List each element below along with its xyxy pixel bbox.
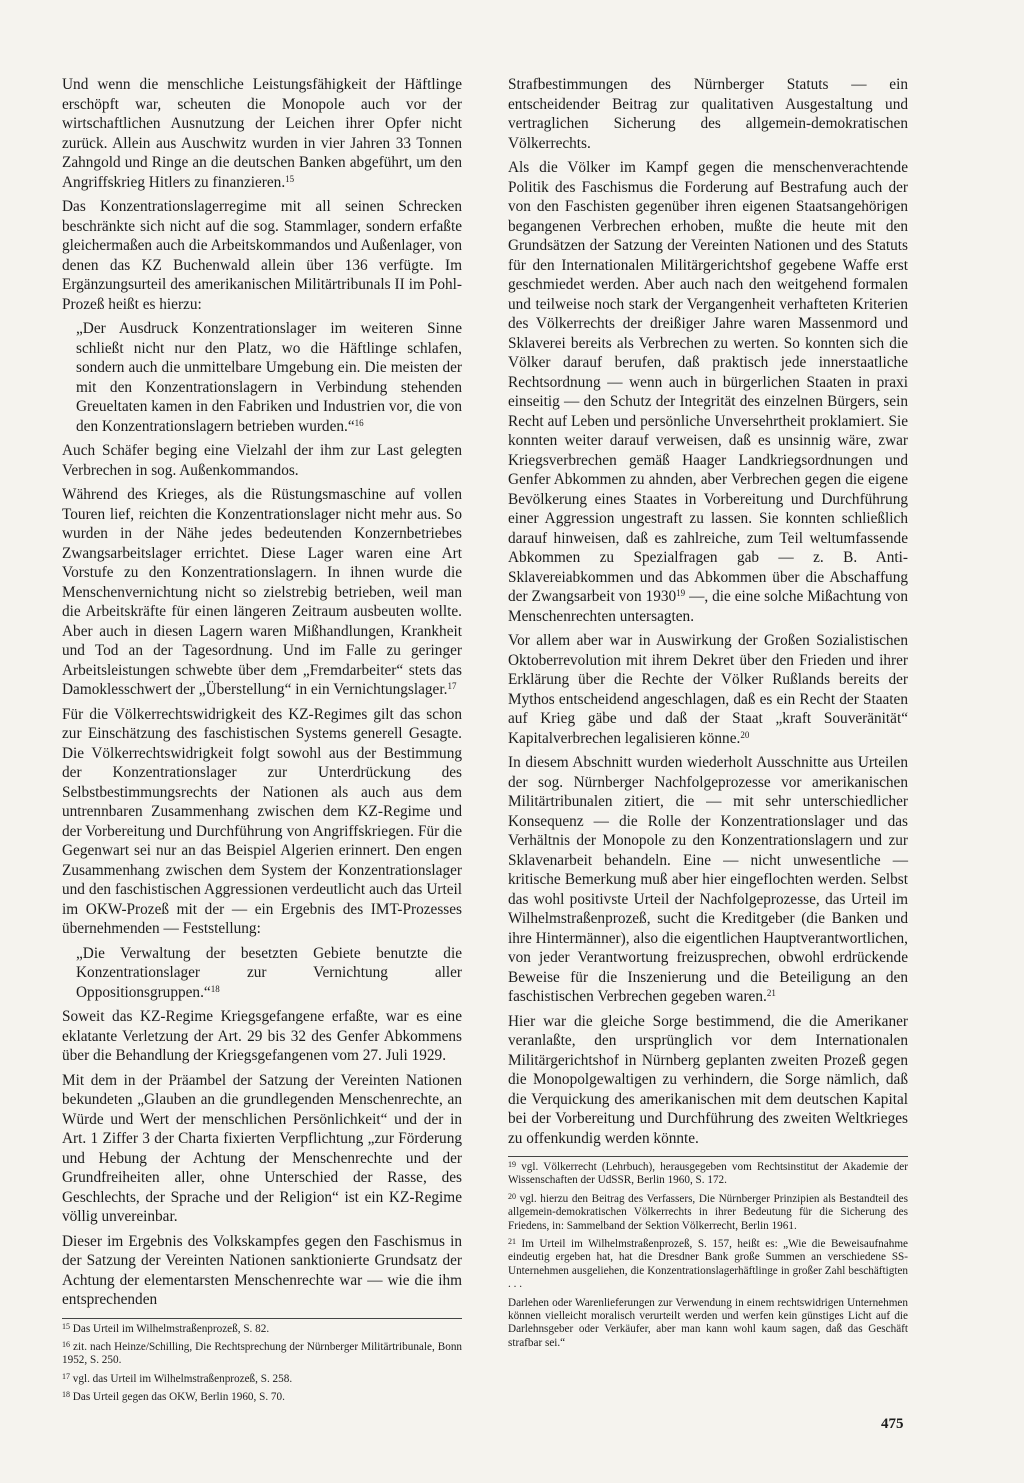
footnote: $^{15}$ Das Urteil im Wilhelmstraßenprozeß, S. 82. <box>62 1321 270 1335</box>
footnote: $^{19}$ vgl. Völkerrecht (Lehrbuch), herausgegeben vom Rechtsinstitut der Akademie der Wissenschaften der UdSSR, Berlin 1960, S. 172. <box>508 1160 909 1187</box>
paragraph: Mit dem in der Präambel der Satzung der Vereinten Nationen bekundeten „Glauben an die grundlegenden Menschenrechte, an Würde und Wert der menschlichen Persönlichkeit“ und der in Art. 1 Ziffer 3 der Charta fixierten Verpflichtung „zur Förderung und Hebung der Achtung der Menschenrechte und der Grundfreiheiten aller, ohne Unterschied der Rasse, des Geschlechts, der Sprache und der Religion“ ist ein KZ-Regime völlig unvereinbar. <box>62 1071 462 1225</box>
footnote-divider <box>508 1156 908 1157</box>
footnote: $^{17}$ vgl. das Urteil im Wilhelmstraßenprozeß, S. 258. <box>62 1371 293 1385</box>
block-quote: „Der Ausdruck Konzentrationslager im weiteren Sinne schließt nicht nur den Platz, wo die Häftlinge schlafen, sondern auch die unmittelbare Umgebung ein. Die meisten der mit den Konzentrationslagern in Verbindung stehenden Greueltaten kamen in den Fabriken und Industrien vor, die von den Konzentrationslagern betrieben wurden.“$^{16}$ <box>76 320 462 435</box>
right-column <box>508 75 908 1355</box>
paragraph: Strafbestimmungen des Nürnberger Statuts — ein entscheidender Beitrag zur qualitativen Ausgestaltung und vertraglichen Sicherung des allgemein-demokratischen Völkerrechts. <box>508 76 908 152</box>
paragraph: Während des Krieges, als die Rüstungsmaschine auf vollen Touren lief, reichten die Konzentrationslager nicht mehr aus. So wurden in der Nähe jedes bedeutenden Konzernbetriebes Zwangsarbeitslager errichtet. Diese Lager waren eine Art Vorstufe zu den Konzentrationslagern. In ihnen wurde die Menschenvernichtung nicht so zielstrebig betrieben, weil man die Arbeitskräfte für einen längeren Zeitraum ausbeuten wollte. Aber auch in diesen Lagern waren Mißhandlungen, Krankheit und Tod an der Tagesordnung. Und im Falle zu geringer Arbeitsleistungen schwebte über dem „Fremdarbeiter“ stets das Damoklesschwert der „Überstellung“ in ein Vernichtungslager.$^{17}$ <box>62 486 462 698</box>
paragraph: Hier war die gleiche Sorge bestimmend, die die Amerikaner veranlaßte, den ursprünglich vor dem Internationalen Militärgerichtshof in Nürnberg geplanten zweiten Prozeß gegen die Monopolgewaltigen zu verhindern, die Sorge nämlich, daß die Verquickung des amerikanischen mit dem deutschen Kapital bei der Vorbereitung und Durchführung des zweiten Weltkrieges zu offenkundig werden könnte. <box>508 1012 908 1147</box>
footnote: $^{16}$ zit. nach Heinze/Schilling, Die Rechtsprechung der Nürnberger Militärtribunale, Bonn 1952, S. 250. <box>62 1339 463 1367</box>
paragraph: Soweit das KZ-Regime Kriegsgefangene erfaßte, war es eine eklatante Verletzung der Art. 29 bis 32 des Genfer Abkommens über die Behandlung der Kriegsgefangenen vom 27. Juli 1929. <box>62 1008 462 1064</box>
paragraph: Für die Völkerrechtswidrigkeit des KZ-Regimes gilt das schon zur Einschätzung des faschistischen Systems generell Gesagte. Die Völkerrechtswidrigkeit folgt sowohl aus der Bestimmung der Konzentrationslager zur Unterdrückung des Selbstbestimmungsrechts der Nationen als auch aus dem untrennbaren Zusammenhang zwischen dem KZ-Regime und der Vorbereitung und Durchführung von Angriffskriegen. Für die Gegenwart sei nur an das Beispiel Algerien erinnert. Den engen Zusammenhang zwischen dem System der Konzentrationslager und den faschistischen Aggressionen verdeutlicht auch das Urteil im OKW-Prozeß mit der — ein Ergebnis des IMT-Prozesses übernehmenden — Feststellung: <box>62 705 462 937</box>
paragraph: Und wenn die menschliche Leistungsfähigkeit der Häftlinge erschöpft war, scheuten die Monopole auch vor der wirtschaftlichen Ausnutzung der Leichen ihrer Opfer nicht zurück. Allein aus Auschwitz wurden in vier Jahren 33 Tonnen Zahngold und Ringe an die deutschen Banken abgeführt, um den Angriffskrieg Hitlers zu finanzieren.$^{15}$ <box>62 76 462 191</box>
paragraph: Das Konzentrationslagerregime mit all seinen Schrecken beschränkte sich nicht auf die sog. Stammlager, sondern erfaßte gleichermaßen auch die Arbeitskommandos und Außenlager, von denen das KZ Buchenwald allein über 136 verfügte. Im Ergänzungsurteil des amerikanischen Militärtribunals II im Pohl-Prozeß heißt es hierzu: <box>62 198 462 313</box>
block-quote: „Die Verwaltung der besetzten Gebiete benutzte die Konzentrationslager zur Vernichtung aller Oppositionsgruppen.“$^{18}$ <box>76 944 462 1001</box>
paragraph: Als die Völker im Kampf gegen die menschenverachtende Politik des Faschismus die Forderung auf Bestrafung auch der von den Faschisten gegenüber ihren eigenen Staatsangehörigen begangenen Verbrechen erhoben, mußte die heute mit den Grundsätzen der Satzung der Vereinten Nationen und des Statuts für den Internationalen Militärgerichtshof gegebene Waffe erst geschmiedet werden. Aber auch nach den weitgehend formalen und teilweise noch stark der Vergangenheit verhafteten Kriterien des Völkerrechts der dreißiger Jahre waren Massenmord und Sklaverei bereits als Verbrechen zu werten. So konnten sich die Völker darauf berufen, daß praktisch jede innerstaatliche Rechtsordnung — wenn auch in bürgerlichen Staaten in praxi einseitig — den Schutz der Integrität des einzelnen Bürgers, sein Recht auf Leben und persönliche Unversehrtheit proklamiert. Sie konnten weiter darauf verweisen, daß es unsinnig wäre, zwar Kriegsverbrechen gemäß Haager Landkriegsordnungen und Genfer Abkommen zu ahnden, aber Verbrechen gegen die eigene Bevölkerung eines Staates in Vorbereitung und Durchführung einer Aggression ungestraft zu lassen. Sie konnten schließlich darauf hinweisen, daß es zahlreiche, zum Teil weltumfassende Abkommen zu Spezialfragen gab — z. B. Anti-Sklavereiabkommen und das Abkommen über die Abschaffung der Zwangsarbeit von 1930$^{19}$ —, die eine solche Mißachtung von Menschenrechten untersagten. <box>508 159 908 625</box>
footnote: $^{18}$ Das Urteil gegen das OKW, Berlin 1960, S. 70. <box>62 1390 285 1404</box>
footnote: $^{21}$ Im Urteil im Wilhelmstraßenprozeß, S. 157, heißt es: „Wie die Beweisaufnahme eindeutig ergeben hat, hat die Dresdner Bank große Summen an verschiedene SS-Unternehmen ausgeliehen, die Konzentrationslagerhäftlinge in großer Zahl beschäftigten . . . <box>508 1237 909 1291</box>
paragraph: Dieser im Ergebnis des Volkskampfes gegen den Faschismus in der Satzung der Vereinten Nationen sanktionierte Grundsatz der Achtung der elementarsten Menschenrechte war — wie die ihm entsprechenden <box>62 1232 462 1308</box>
paragraph: Auch Schäfer beging eine Vielzahl der ihm zur Last gelegten Verbrechen in sog. Außenkommandos. <box>62 442 462 479</box>
paragraph: In diesem Abschnitt wurden wiederholt Ausschnitte aus Urteilen der sog. Nürnberger Nachfolgeprozesse vor amerikanischen Militärtribunalen zitiert, die — mit sehr unterschiedlicher Konsequenz — die Rolle der Konzentrationslager und das Verhältnis der Monopole zu den Konzentrationslagern und zur Sklavenarbeit behandeln. Eine — nicht unwesentliche — kritische Bemerkung muß aber hier eingeflochten werden. Selbst das wohl positivste Urteil der Nachfolgeprozesse, das Urteil im Wilhelmstraßenprozeß, sucht die Kreditgeber (die Banken und ihre Hintermänner), also die eigentlichen Hauptverantwortlichen, von jeder Verantwortung freizusprechen, obwohl erdrückende Beweise für die Inszenierung und die Beteiligung an den faschistischen Verbrechen gegeben waren.$^{21}$ <box>508 754 908 1005</box>
paragraph: Vor allem aber war in Auswirkung der Großen Sozialistischen Oktoberrevolution mit ihrem Dekret über den Frieden und ihrer Erklärung über die Rechte der Völker Rußlands bereits der Mythos entscheidend angeschlagen, daß es ein Recht der Staaten auf Krieg gäbe und daß der Staat „kraft Souveränität“ Kapitalverbrechen legalisieren könne.$^{20}$ <box>508 632 908 747</box>
footnote: $^{20}$ vgl. hierzu den Beitrag des Verfassers, Die Nürnberger Prinzipien als Bestandteil des allgemein-demokratischen Völkerrechts in ihrer Bedeutung für die Sicherung des Friedens, in: Sammelband der Sektion Völkerrecht, Berlin 1961. <box>508 1191 909 1232</box>
footnote-continuation: Darlehen oder Warenlieferungen zur Verwendung in einem rechtswidrigen Unternehmen können vielleicht moralisch verurteilt werden und werfen kein günstiges Licht auf die Darlehnsgeber oder Verkäufer, aber man kann wohl kaum sagen, daß das Geschäft strafbar sei.“ <box>508 1296 908 1349</box>
page-number: 475 <box>881 1416 904 1432</box>
left-column <box>62 75 462 1410</box>
footnote-divider <box>62 1318 462 1319</box>
